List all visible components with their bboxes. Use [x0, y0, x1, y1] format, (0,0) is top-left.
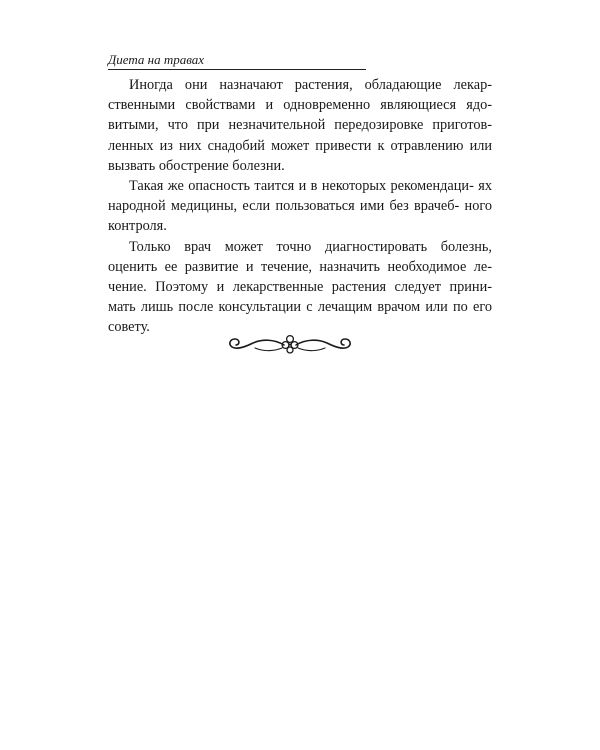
text-line: ного контроля.: [108, 198, 493, 235]
paragraph-1: [108, 75, 492, 176]
text-line: витыми, что при незначительной передозировке приготов-: [108, 117, 492, 134]
paragraph-2: [108, 176, 492, 237]
text-line: оценить ее развитие и течение, назначить необходимое ле-: [108, 258, 492, 275]
body-text: [108, 75, 492, 338]
text-line: Только врач может точно диагностировать болезнь,: [129, 238, 492, 255]
ornament-right-inner: [298, 348, 325, 351]
text-line: ях народной медицины, если пользоваться ими без врачеб-: [108, 178, 492, 215]
ornament-left-inner: [255, 348, 282, 351]
text-line: Такая же опасность таится и в некоторых рекомендаци-: [129, 178, 474, 195]
running-header-title: Диета на травах: [108, 52, 205, 67]
text-line: Иногда они назначают растения, обладающие лекар-: [129, 77, 492, 93]
text-line: ственными свойствами и одновременно являющиеся ядо-: [108, 97, 492, 114]
flourish-ornament-icon: [228, 330, 352, 358]
paragraph-3: [108, 237, 492, 338]
ornament-center-dot: [289, 343, 291, 345]
text-line: его совету.: [108, 299, 492, 336]
text-line: мать лишь после консультации с лечащим врачом или по: [108, 299, 468, 316]
ornament-center-top: [287, 336, 294, 343]
text-line: или вызвать обострение болезни.: [108, 137, 493, 174]
ornament-left-scroll: [230, 339, 284, 348]
ornament-right-scroll: [296, 339, 350, 348]
ornament-center-bottom: [287, 347, 293, 353]
text-line: чение. Поэтому и лекарственные растения следует прини-: [108, 279, 492, 296]
running-header: [108, 52, 366, 70]
text-line: ленных из них снадобий может привести к отравлению: [108, 137, 464, 154]
